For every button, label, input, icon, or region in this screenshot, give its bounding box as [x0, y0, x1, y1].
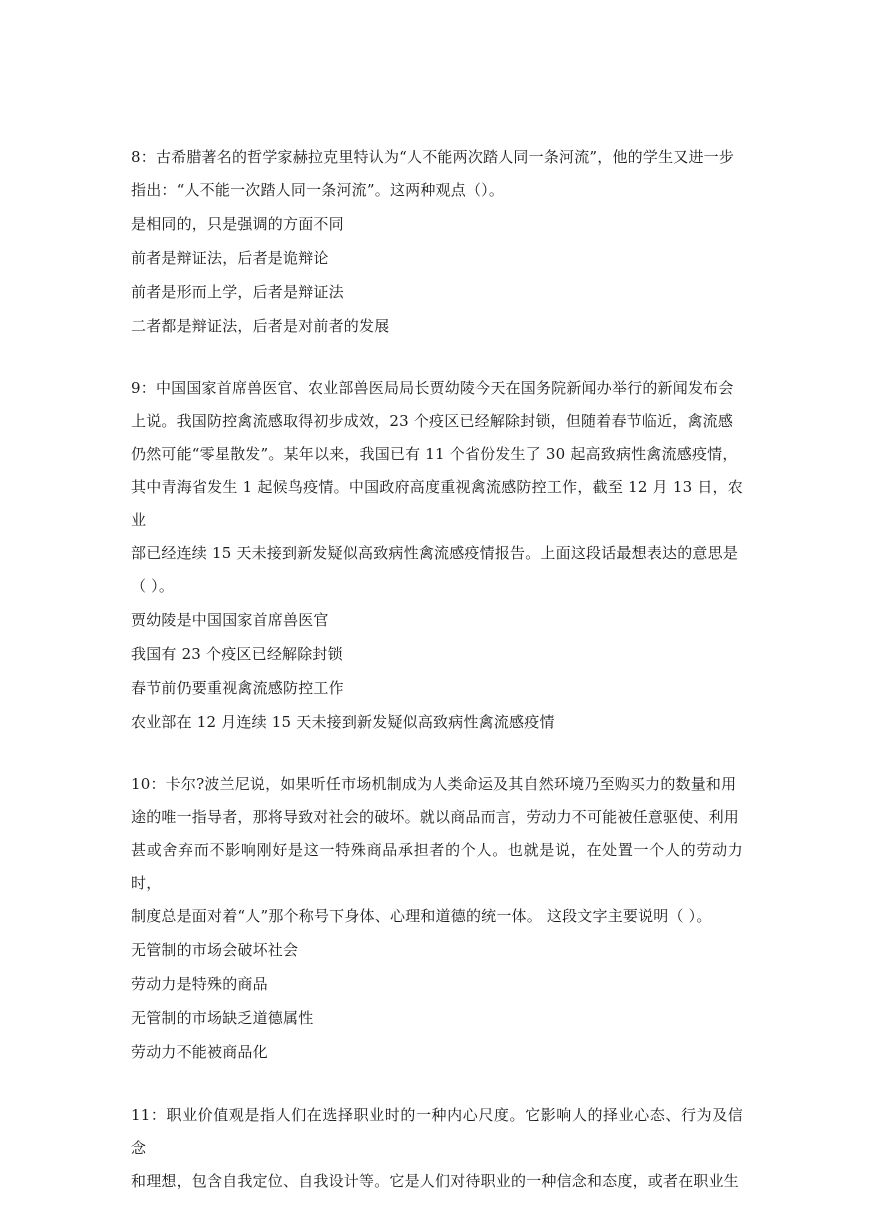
question-11 [131, 1099, 743, 1198]
question-stem-line: 途的唯一指导者，那将导致对社会的破坏。就以商品而言，劳动力不可能被任意驱使、利用 [131, 808, 740, 826]
question-stem-line: 甚或舍弃而不影响刚好是这一特殊商品承担者的个人。也就是说，在处置一个人的劳动力时， [131, 841, 743, 892]
question-9 [131, 372, 743, 739]
question-stem-line: 11：职业价值观是指人们在选择职业时的一种内心尺度。它影响人的择业心态、行为及信念 [131, 1106, 743, 1157]
answer-option: 无管制的市场缺乏道德属性 [131, 1009, 314, 1027]
answer-option: 农业部在 12 月连续 15 天未接到新发疑似高致病性禽流感疫情 [131, 713, 555, 731]
question-stem-line: 9：中国国家首席兽医官、农业部兽医局局长贾幼陵今天在国务院新闻办举行的新闻发布会 [131, 379, 734, 397]
question-spacer [131, 343, 743, 372]
answer-option: 我国有 23 个疫区已经解除封锁 [131, 645, 343, 663]
answer-option: 贾幼陵是中国国家首席兽医官 [131, 611, 329, 629]
answer-option: 春节前仍要重视禽流感防控工作 [131, 679, 344, 697]
answer-option: 前者是形而上学，后者是辩证法 [131, 283, 344, 301]
answer-option: 二者都是辩证法，后者是对前者的发展 [131, 317, 390, 335]
document-page [131, 141, 743, 1198]
question-8 [131, 141, 743, 343]
question-10 [131, 768, 743, 1069]
question-stem-line: 8：古希腊著名的哲学家赫拉克里特认为“人不能两次踏人同一条河流”，他的学生又进一步 [131, 148, 735, 166]
question-spacer [131, 739, 743, 768]
question-stem-line: 仍然可能“零星散发”。某年以来，我国已有 11 个省份发生了 30 起高致病性禽流感疫情， [131, 445, 738, 463]
answer-option: 劳动力不能被商品化 [131, 1043, 268, 1061]
question-stem-line: 和理想，包含自我定位、自我设计等。它是人们对待职业的一种信念和态度，或者在职业生 [131, 1172, 740, 1190]
question-stem-line: 制度总是面对着“人”那个称号下身体、心理和道德的统一体。 这段文字主要说明（ ）。 [131, 907, 712, 925]
question-spacer [131, 1069, 743, 1099]
answer-option: 前者是辩证法，后者是诡辩论 [131, 249, 329, 267]
answer-option: 是相同的，只是强调的方面不同 [131, 215, 344, 233]
answer-option: 无管制的市场会破坏社会 [131, 941, 299, 959]
answer-option: 劳动力是特殊的商品 [131, 975, 268, 993]
question-stem-line: 10：卡尔?波兰尼说，如果听任市场机制成为人类命运及其自然环境乃至购买力的数量和用 [131, 775, 737, 793]
question-stem-line: （ ）。 [131, 577, 175, 595]
question-stem-line: 部已经连续 15 天未接到新发疑似高致病性禽流感疫情报告。上面这段话最想表达的意思是 [131, 544, 739, 562]
question-stem-line: 指出：“人不能一次踏人同一条河流”。这两种观点（）。 [131, 181, 505, 199]
question-stem-line: 其中青海省发生 1 起候鸟疫情。中国政府高度重视禽流感防控工作，截至 12 月 13 日，农业 [131, 478, 743, 529]
question-stem-line: 上说。我国防控禽流感取得初步成效，23 个疫区已经解除封锁，但随着春节临近，禽流感 [131, 412, 734, 430]
